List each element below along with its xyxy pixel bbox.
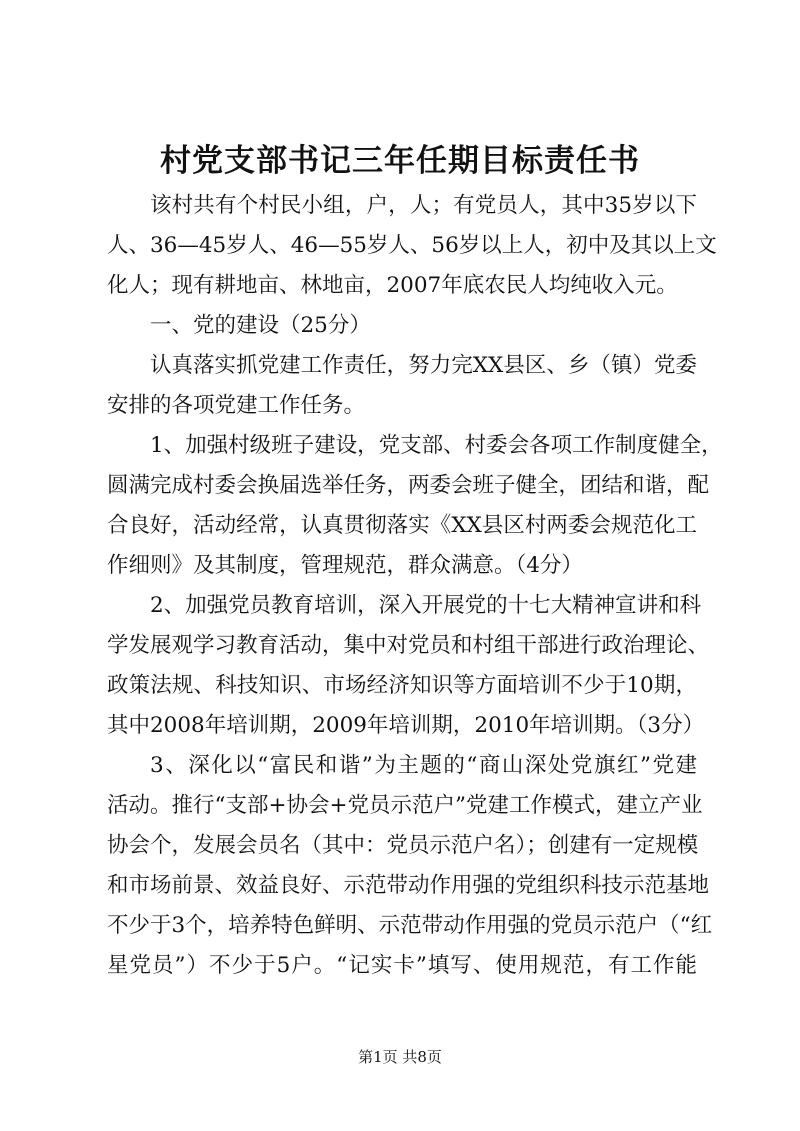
paragraph-line: 学发展观学习教育活动，集中对党员和村组干部进行政治理论、: [107, 633, 710, 658]
paragraph-line: 3、深化以“富民和谐”为主题的“商山深处党旗红”党建: [150, 753, 697, 778]
document-title: 村党支部书记三年任期目标责任书: [160, 143, 640, 179]
paragraph-line: 星党员”）不少于5户。“记实卡”填写、使用规范，有工作能: [107, 953, 697, 978]
paragraph-line: 该村共有个村民小组，户，人；有党员人，其中35岁以下: [150, 193, 697, 218]
paragraph-line: 和市场前景、效益良好、示范带动作用强的党组织科技示范基地: [107, 873, 710, 898]
page-number-footer: 第1页 共8页: [358, 1048, 442, 1066]
section-heading: 一、党的建设（25分）: [150, 313, 371, 338]
paragraph-line: 作细则》及其制度，管理规范，群众满意。（4分）: [107, 553, 583, 578]
paragraph-line: 政策法规、科技知识、市场经济知识等方面培训不少于10期，: [107, 673, 697, 698]
paragraph-line: 其中2008年培训期，2009年培训期，2010年培训期。（3分）: [107, 713, 705, 738]
paragraph-line: 化人；现有耕地亩、林地亩，2007年底农民人均纯收入元。: [107, 273, 678, 298]
paragraph-line: 人、36—45岁人、46—55岁人、56岁以上人，初中及其以上文: [107, 233, 717, 258]
document-body: [107, 186, 723, 986]
paragraph-line: 活动。推行“支部+协会+党员示范户”党建工作模式，建立产业: [107, 793, 703, 818]
paragraph-line: 1、加强村级班子建设，党支部、村委会各项工作制度健全，: [150, 433, 723, 458]
paragraph-line: 合良好，活动经常，认真贯彻落实《XX县区村两委会规范化工: [107, 513, 697, 538]
paragraph-line: 不少于3个，培养特色鲜明、示范带动作用强的党员示范户（“红: [107, 913, 713, 938]
paragraph-line: 安排的各项党建工作任务。: [107, 393, 366, 418]
paragraph-line: 2、加强党员教育培训，深入开展党的十七大精神宣讲和科: [150, 593, 702, 618]
paragraph-line: 认真落实抓党建工作责任，努力完XX县区、乡（镇）党委: [150, 353, 697, 378]
paragraph-line: 协会个，发展会员名（其中：党员示范户名）；创建有一定规模: [107, 833, 699, 858]
paragraph-line: 圆满完成村委会换届选举任务，两委会班子健全，团结和谐，配: [107, 473, 710, 498]
